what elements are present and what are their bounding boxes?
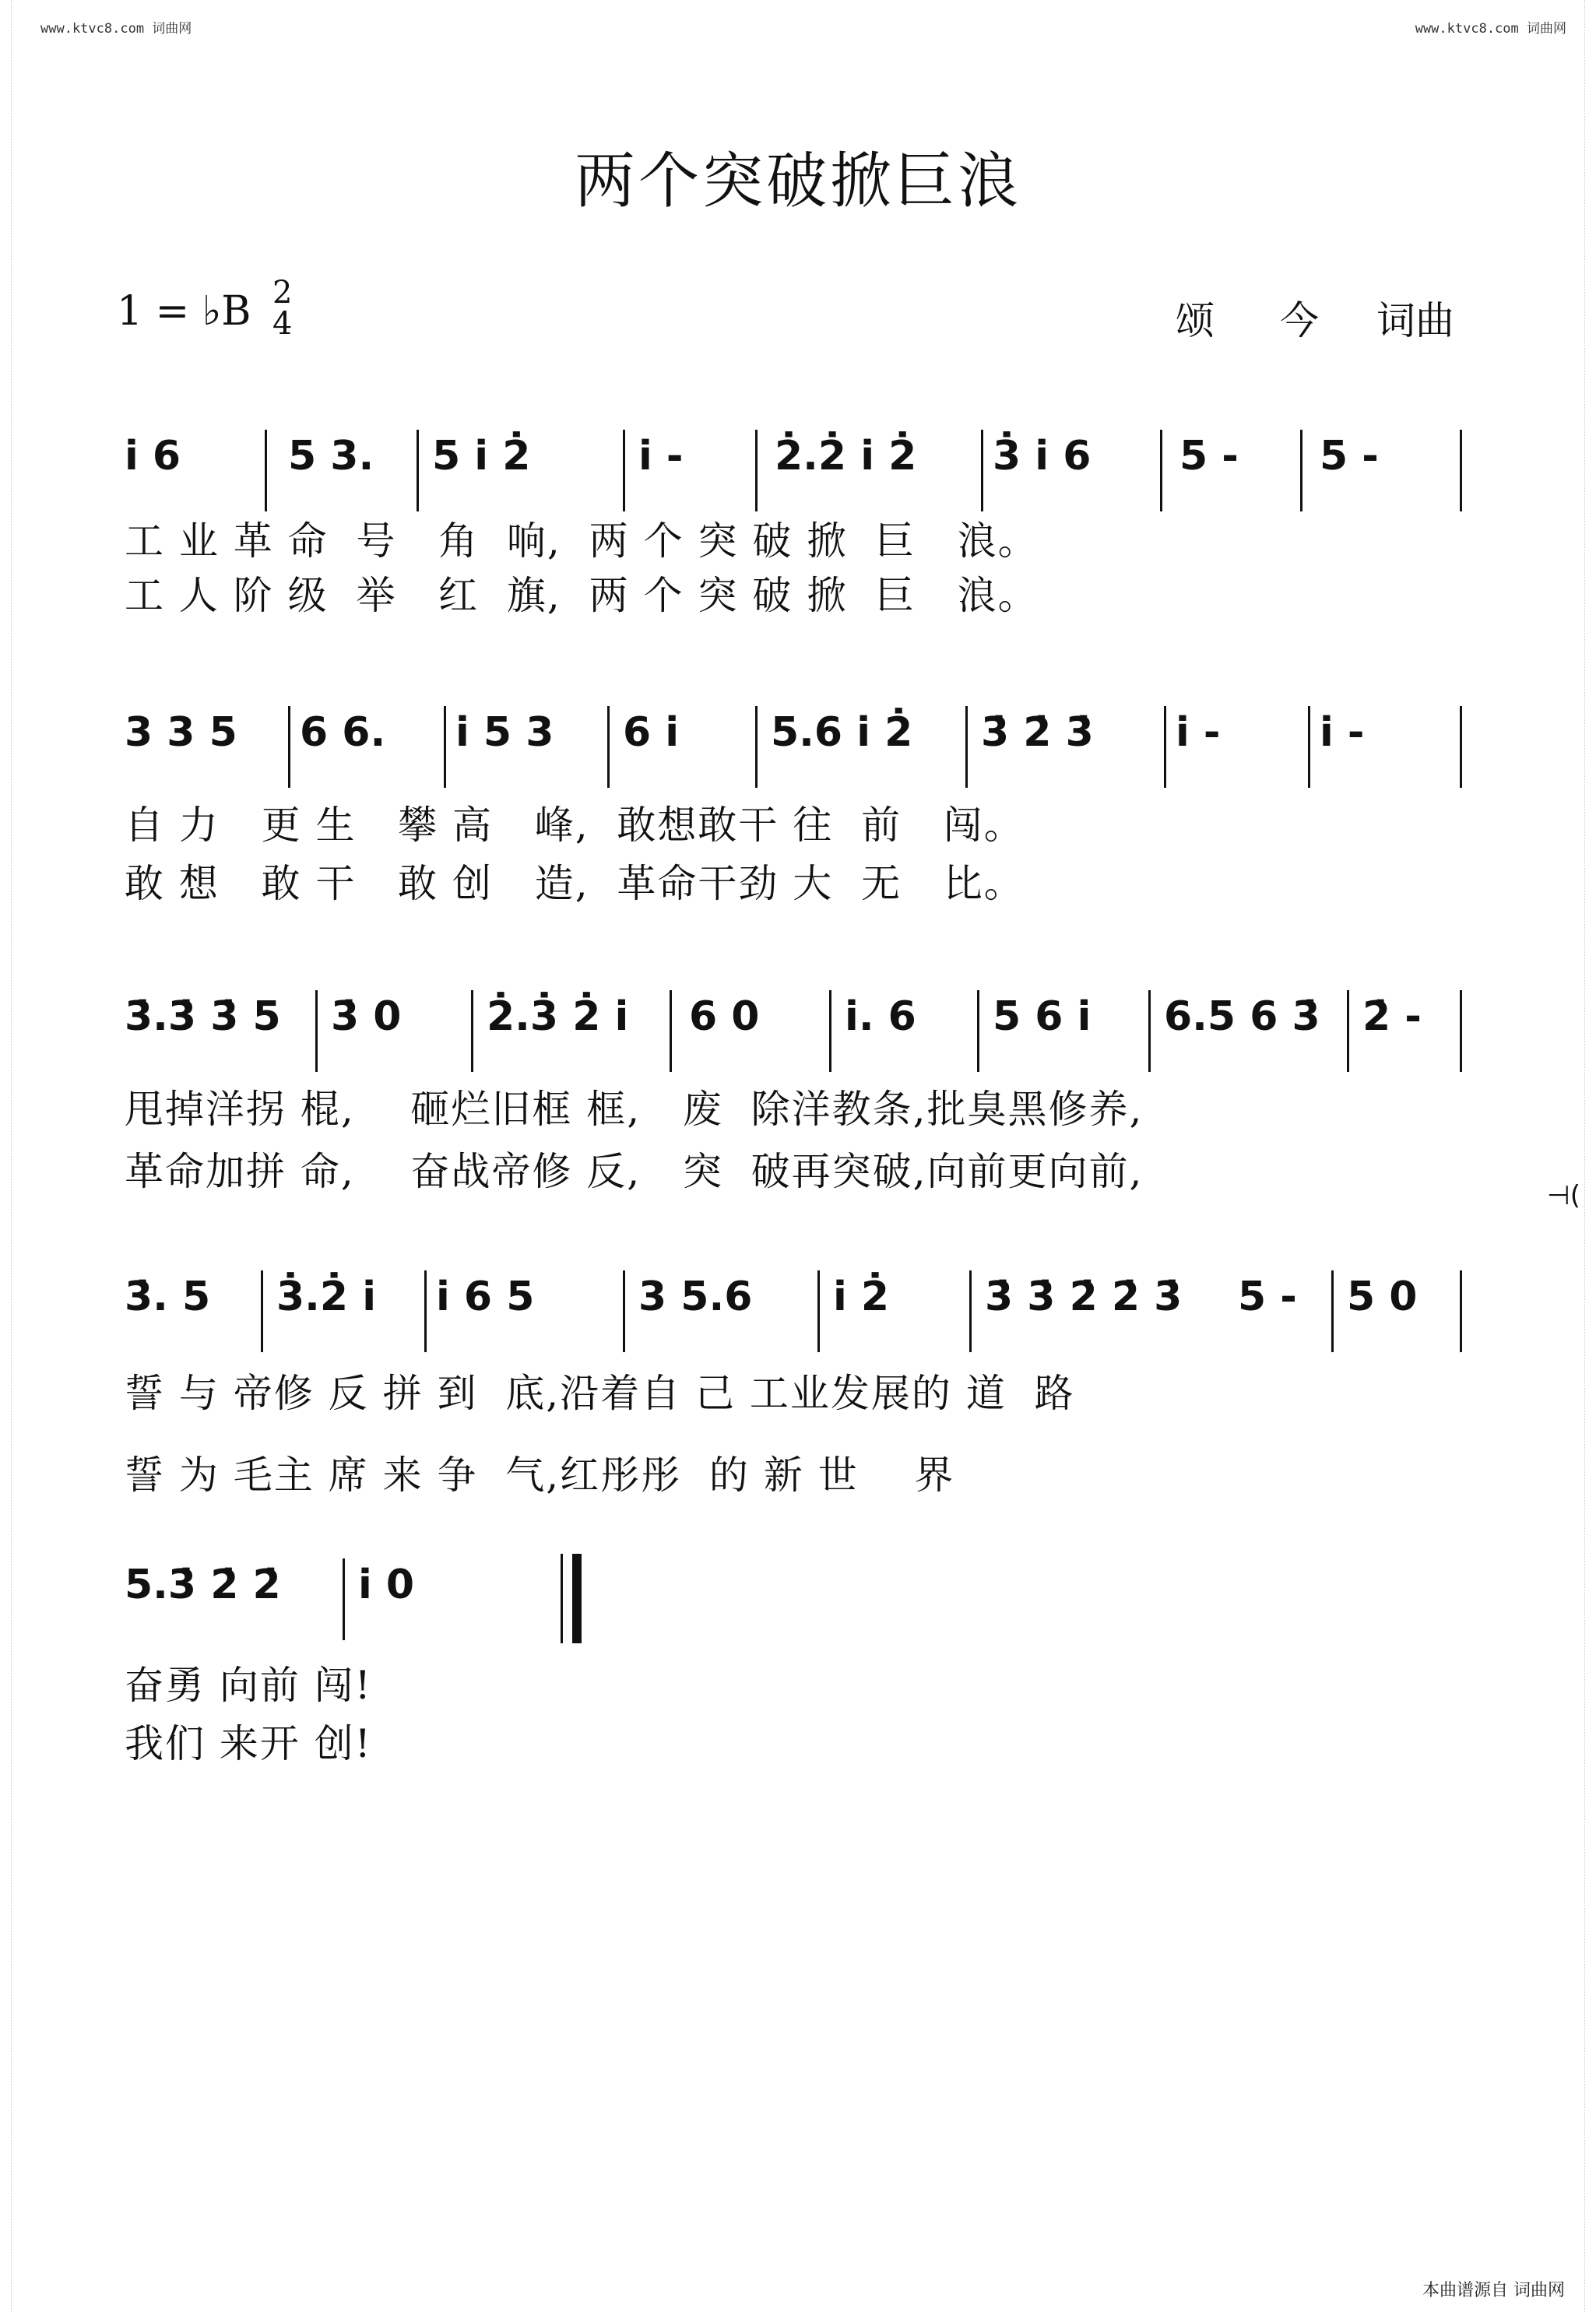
bar-line xyxy=(965,706,968,788)
source-url-right: www.ktvc8.com 词曲网 xyxy=(1415,21,1566,37)
measure: i̇ - xyxy=(1320,709,1365,756)
measure: 5 i̇ 2̇ xyxy=(432,433,531,480)
bar-line xyxy=(607,706,610,788)
source-url-left: www.ktvc8.com 词曲网 xyxy=(40,21,192,37)
lyric-line-2-verse-1: 自 力 更 生 攀 高 峰, 敢想敢干 往 前 闯。 xyxy=(125,803,1025,848)
bar-line xyxy=(417,430,419,511)
measure: 5 - xyxy=(1238,1274,1297,1320)
lyric-line-3-verse-1: 甩掉洋拐 棍, 砸烂旧框 框, 废 除洋教条,批臭黑修养, xyxy=(125,1087,1144,1132)
bar-line xyxy=(1460,990,1462,1072)
song-title: 两个突破掀巨浪 xyxy=(574,146,1021,216)
music-row-4 xyxy=(117,1261,1468,1355)
measure: 2̇ - xyxy=(1362,993,1422,1040)
measure: 3̇.2̇ i̇ xyxy=(276,1274,377,1320)
measure: 3̇ i̇ 6 xyxy=(993,433,1092,480)
measure: 3̇.3̇ 3̇ 5 xyxy=(125,993,281,1040)
lyric-line-5-verse-1: 奋勇 向前 闯! xyxy=(125,1663,372,1708)
bar-line xyxy=(977,990,979,1072)
measure: i̇ 6 xyxy=(125,433,181,480)
bar-line xyxy=(1308,706,1310,788)
music-row-2 xyxy=(117,697,1468,790)
music-row-1 xyxy=(117,420,1468,514)
bar-line xyxy=(1460,1270,1462,1352)
time-signature-bottom: 4 xyxy=(272,306,293,342)
lyric-line-1-verse-2: 工 人 阶 级 举 红 旗, 两 个 突 破 掀 巨 浪。 xyxy=(125,573,1039,618)
final-bar-thick xyxy=(572,1554,582,1643)
bar-line xyxy=(444,706,446,788)
bar-line xyxy=(315,990,318,1072)
key-signature: 1 = ♭B xyxy=(117,288,251,335)
time-signature-top: 2 xyxy=(272,275,293,311)
measure: 3̇ 2̇ 3̇ xyxy=(981,709,1094,756)
bar-line xyxy=(981,430,983,511)
bar-line xyxy=(1460,430,1462,511)
measure: 6 0 xyxy=(689,993,760,1040)
measure: 6 6. xyxy=(300,709,386,756)
time-signature xyxy=(272,275,293,342)
final-bar-thin xyxy=(561,1554,563,1643)
bar-line xyxy=(623,1270,625,1352)
edge-mark: ⊣( xyxy=(1547,1180,1580,1211)
bar-line xyxy=(1331,1270,1334,1352)
measure: 5.6 i̇ 2̇ xyxy=(771,709,913,756)
measure: 3̇ 3̇ 2̇ 2̇ 3̇ xyxy=(985,1274,1183,1320)
left-margin-watermark xyxy=(0,0,12,2312)
bar-line xyxy=(969,1270,972,1352)
measure: i̇ 6 5 xyxy=(436,1274,535,1320)
footer-source: 本曲谱源自 词曲网 xyxy=(1422,2281,1565,2300)
bar-line xyxy=(1164,706,1166,788)
measure: 2̇.3̇ 2̇ i̇ xyxy=(487,993,629,1040)
measure: i̇. 6 xyxy=(845,993,916,1040)
author-role: 词曲 xyxy=(1376,298,1454,343)
lyric-line-1-verse-1: 工 业 革 命 号 角 响, 两 个 突 破 掀 巨 浪。 xyxy=(125,518,1039,564)
measure: 3̇. 5 xyxy=(125,1274,211,1320)
measure: 3 5.6 xyxy=(638,1274,753,1320)
music-row-3 xyxy=(117,981,1468,1074)
bar-line xyxy=(265,430,267,511)
lyric-line-2-verse-2: 敢 想 敢 干 敢 创 造, 革命干劲 大 无 比。 xyxy=(125,861,1025,906)
measure: 3 3 5 xyxy=(125,709,237,756)
bar-line xyxy=(1460,706,1462,788)
bar-line xyxy=(1160,430,1162,511)
bar-line xyxy=(1148,990,1151,1072)
measure: i̇ 2̇ xyxy=(833,1274,890,1320)
author-name: 颂今 xyxy=(1176,298,1384,343)
measure: i̇ - xyxy=(638,433,684,480)
lyric-line-3-verse-2: 革命加拼 命, 奋战帝修 反, 突 破再突破,向前更向前, xyxy=(125,1149,1144,1194)
lyric-line-4-verse-2: 誓 为 毛主 席 来 争 气,红彤彤 的 新 世 界 xyxy=(125,1453,955,1498)
author-credit xyxy=(1176,290,1454,346)
measure: i̇ 5 3 xyxy=(455,709,554,756)
bar-line xyxy=(755,430,758,511)
measure: 6 i̇ xyxy=(623,709,680,756)
bar-line xyxy=(670,990,672,1072)
lyric-line-4-verse-1: 誓 与 帝修 反 拼 到 底,沿着自 己 工业发展的 道 路 xyxy=(125,1371,1075,1416)
bar-line xyxy=(755,706,758,788)
bar-line xyxy=(288,706,290,788)
bar-line xyxy=(424,1270,427,1352)
measure: 6.5 6 3̇ xyxy=(1164,993,1320,1040)
bar-line xyxy=(1347,990,1349,1072)
bar-line xyxy=(829,990,831,1072)
lyric-line-5-verse-2: 我们 来开 创! xyxy=(125,1721,372,1766)
bar-line xyxy=(343,1558,345,1640)
bar-line xyxy=(817,1270,820,1352)
bar-line xyxy=(1300,430,1302,511)
measure: 5 - xyxy=(1179,433,1239,480)
measure: 5 - xyxy=(1320,433,1379,480)
measure: 5 3. xyxy=(288,433,374,480)
measure: 5 6 i̇ xyxy=(993,993,1092,1040)
right-margin-watermark xyxy=(1584,0,1596,2312)
bar-line xyxy=(471,990,473,1072)
bar-line xyxy=(261,1270,263,1352)
bar-line xyxy=(623,430,625,511)
measure: 3̇ 0 xyxy=(331,993,402,1040)
measure: 5 0 xyxy=(1347,1274,1418,1320)
measure: i̇ - xyxy=(1176,709,1221,756)
measure: 2̇.2̇ i̇ 2̇ xyxy=(775,433,917,480)
measure: i̇ 0 xyxy=(358,1562,415,1608)
measure: 5.3̇ 2̇ 2̇ xyxy=(125,1562,281,1608)
music-row-5 xyxy=(117,1549,1468,1643)
